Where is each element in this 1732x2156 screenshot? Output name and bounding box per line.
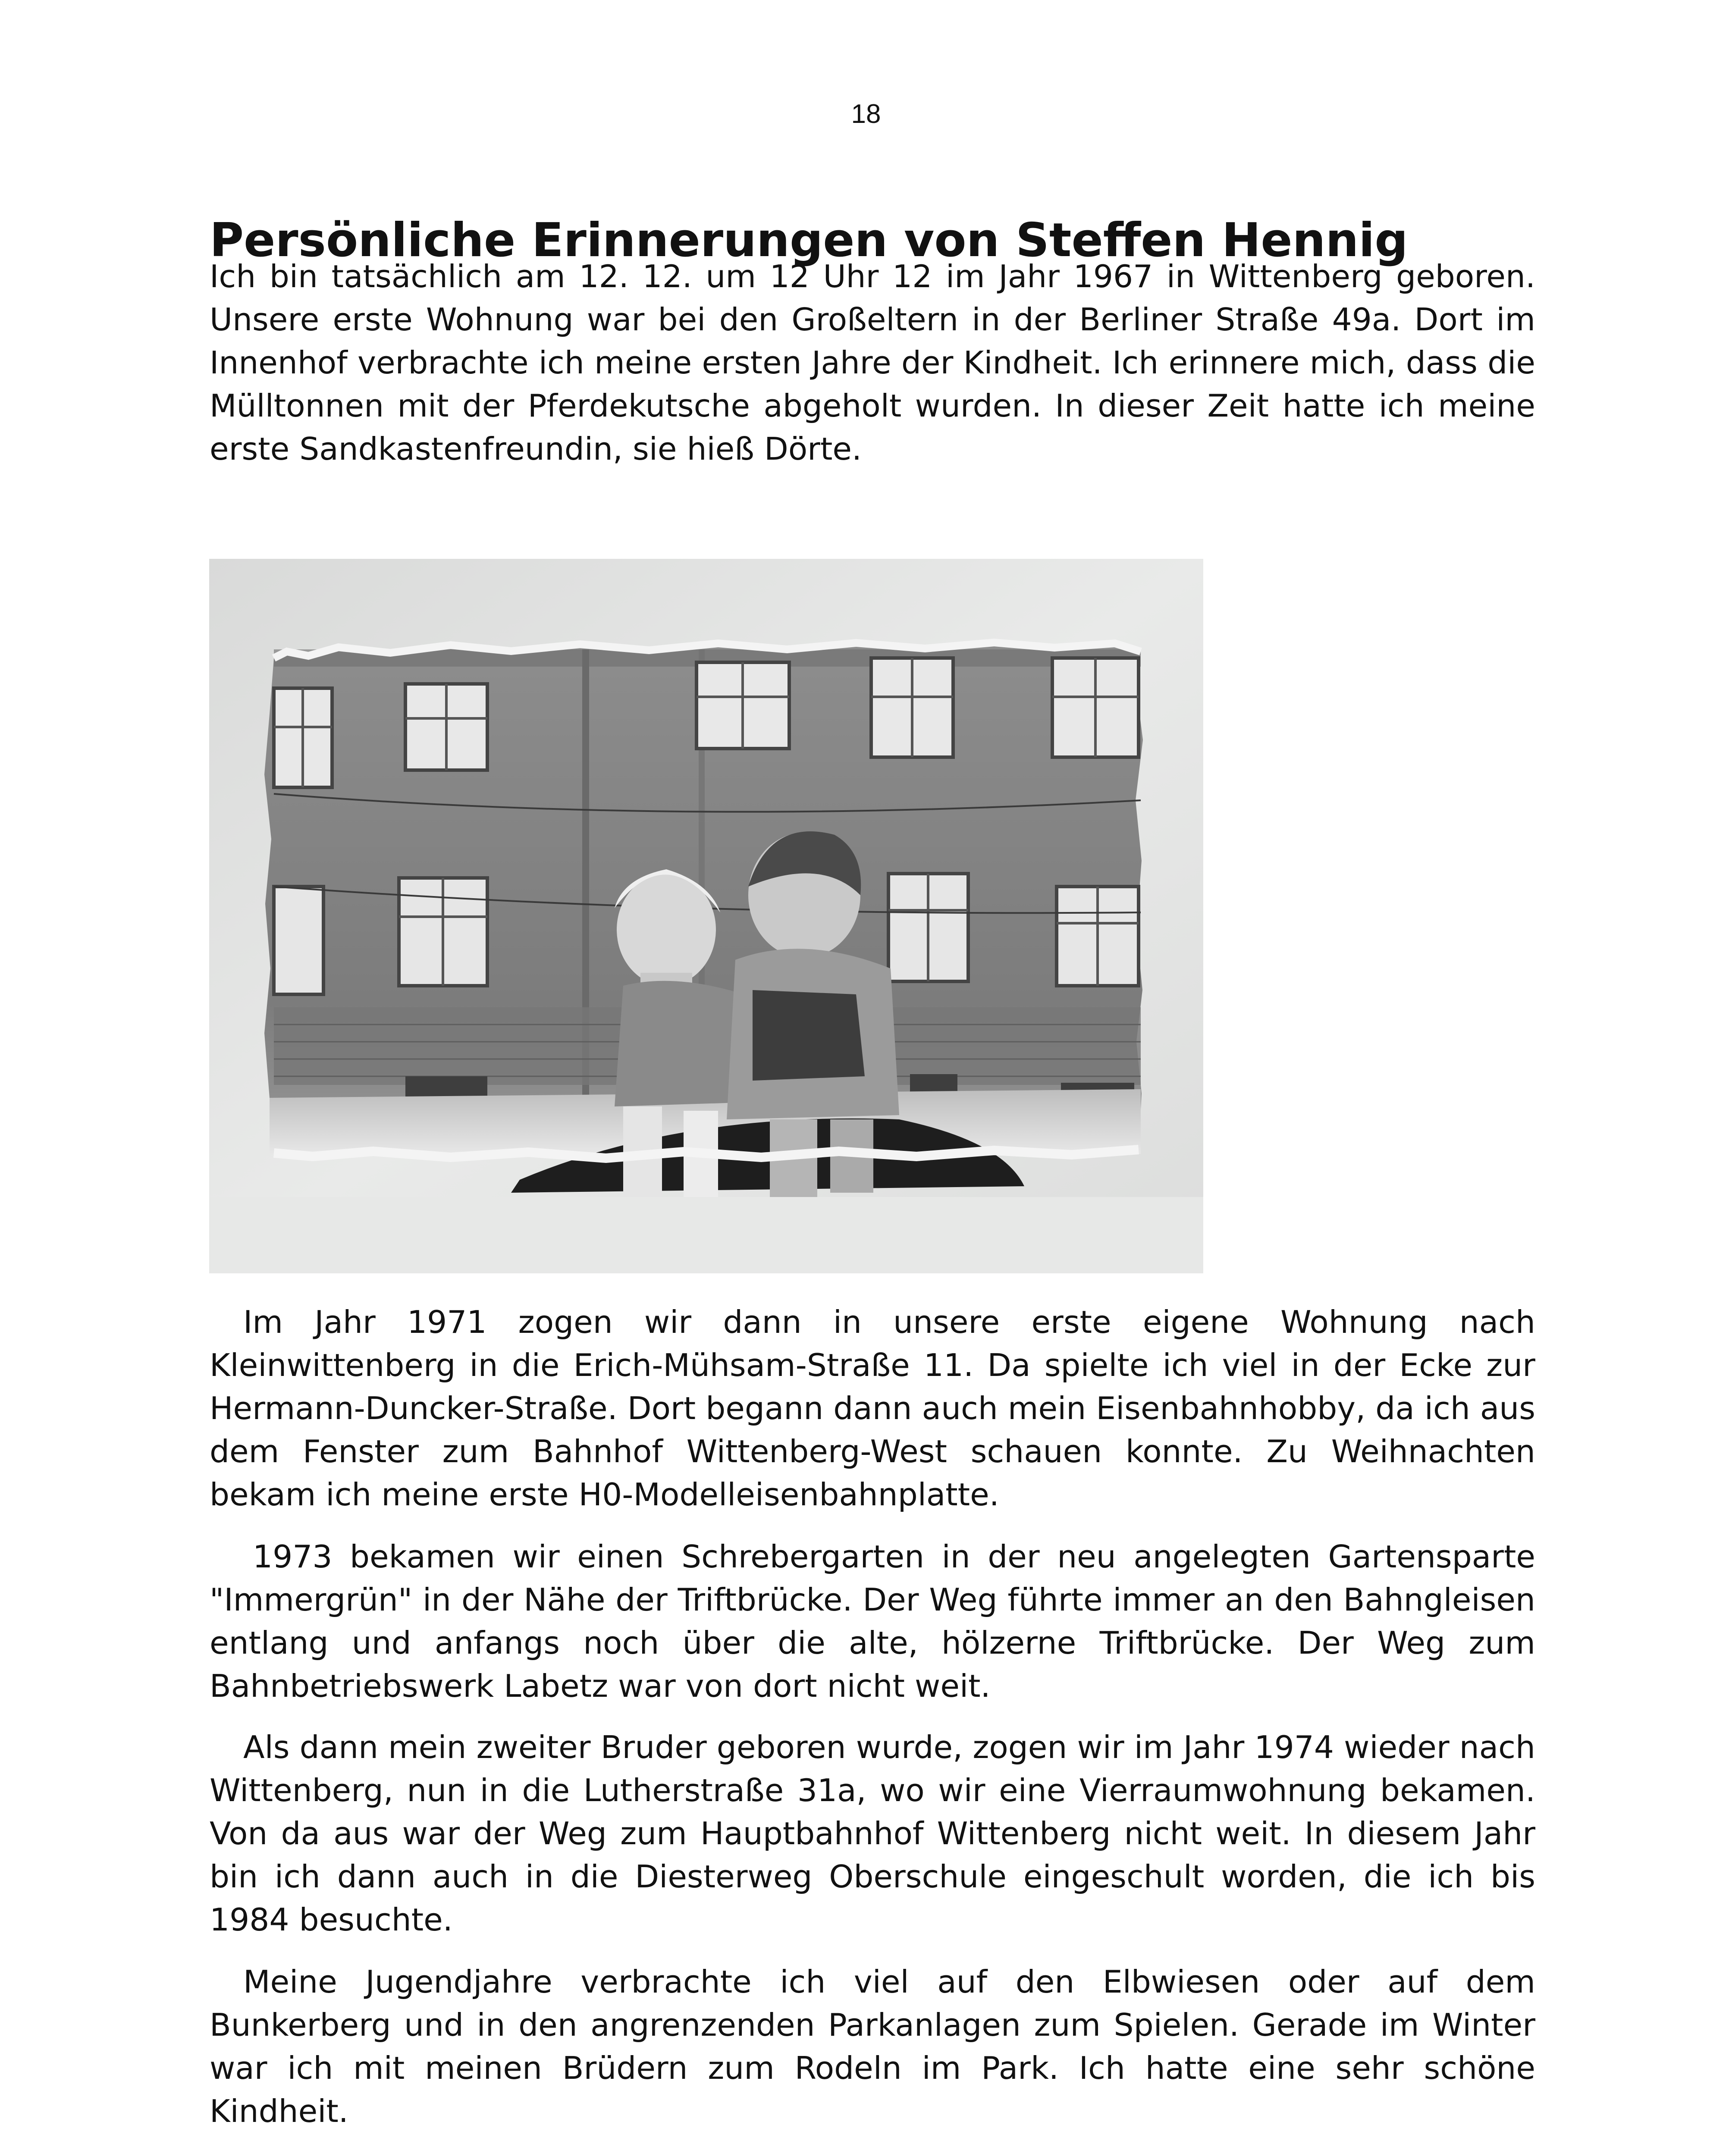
paragraph-2: Im Jahr 1971 zogen wir dann in unsere erste eigene Wohnung nach Kleinwittenberg in die Erich-Mühsam-Straße 11. Da spielte ich viel in der Ecke zur Hermann-Duncker-Straße. Dort begann dann auch mein Eisenbahnhobby, da ich aus dem Fenster zum Bahnhof Wittenberg-West schauen konnte. Zu Weihnachten bekam ich meine erste H0-Modelleisenbahnplatte. bbox=[210, 1304, 1535, 1513]
paragraph-5: Meine Jugendjahre verbrachte ich viel auf den Elbwiesen oder auf dem Bunkerberg und in den angrenzenden Parkanlagen zum Spielen. Gerade im Winter war ich mit meinen Brüdern zum Rodeln im Park. Ich hatte eine sehr schöne Kindheit. bbox=[210, 1964, 1535, 2130]
paragraph-3: 1973 bekamen wir einen Schrebergarten in der neu angelegten Gartensparte "Immergrün" in der Nähe der Triftbrücke. Der Weg führte immer an den Bahngleisen entlang und anfangs noch über die alte, hölzerne Triftbrücke. Der Weg zum Bahnbetriebswerk Labetz war von dort nicht weit. bbox=[210, 1539, 1535, 1705]
page-title: Persönliche Erinnerungen von Steffen Hennig bbox=[210, 213, 1408, 267]
paragraph-4: Als dann mein zweiter Bruder geboren wurde, zogen wir im Jahr 1974 wieder nach Wittenberg, nun in die Lutherstraße 31a, wo wir eine Vierraumwohnung bekamen. Von da aus war der Weg zum Hauptbahnhof Wittenberg nicht weit. In diesem Jahr bin ich dann auch in die Diesterweg Oberschule eingeschult worden, die ich bis 1984 besuchte. bbox=[210, 1730, 1535, 1938]
page-number: 18 bbox=[851, 99, 881, 129]
paragraph-6 bbox=[210, 2152, 1535, 2156]
childhood-photo bbox=[209, 559, 1203, 1273]
paragraph-1: Ich bin tatsächlich am 12. 12. um 12 Uhr 12 im Jahr 1967 in Wittenberg geboren. Unsere erste Wohnung war bei den Großeltern in der Berliner Straße 49a. Dort im Innenhof verbrachte ich meine ersten Jahre der Kindheit. Ich erinnere mich, dass die Mülltonnen mit der Pferdekutsche abgeholt wurden. In dieser Zeit hatte ich meine erste Sandkastenfreundin, sie hieß Dörte. bbox=[210, 259, 1535, 467]
